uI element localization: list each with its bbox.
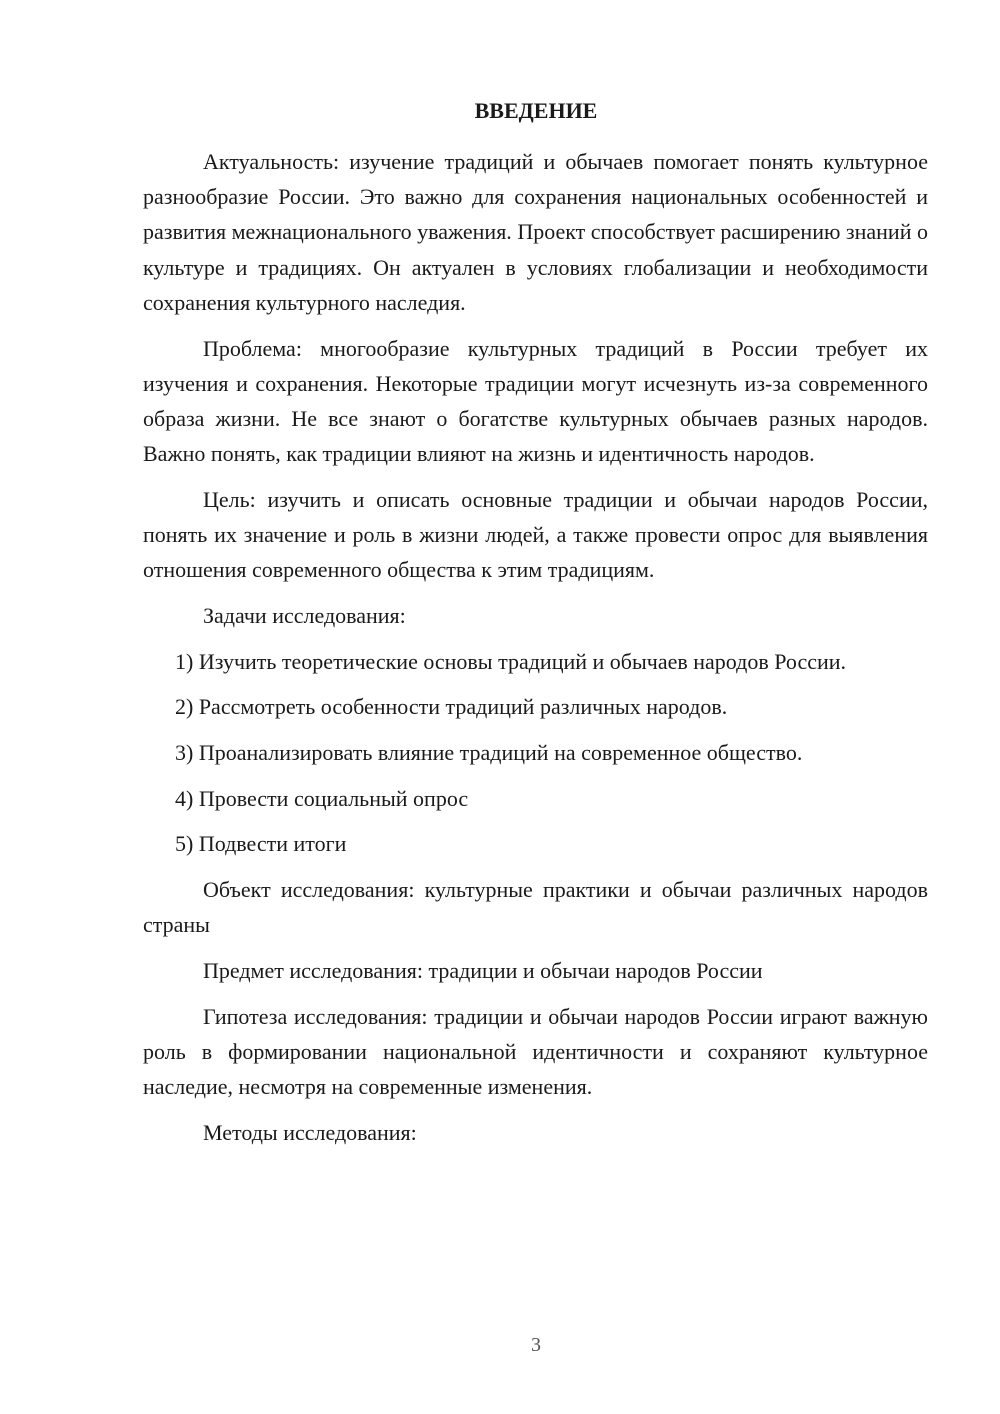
list-item-task-2: 2) Рассмотреть особенности традиций различных народов. (175, 694, 728, 720)
section-title: ВВЕДЕНИЕ (474, 98, 598, 123)
paragraph-subject: Предмет исследования: традиции и обычаи народов России (203, 958, 763, 984)
paragraph-tasks-heading: Задачи исследования: (203, 602, 406, 628)
list-item-task-3: 3) Проанализировать влияние традиций на современное общество. (175, 740, 803, 766)
list-item-task-4: 4) Провести социальный опрос (175, 785, 469, 811)
paragraph-problem: Проблема: многообразие культурных традиций в России требует их изучения и сохранения. Некоторые традиции могут исчезнуть из-за современного образа жизни. Не все знают о богатстве культурных обычаев разных народов. Важно понять, как традиции влияют на жизнь и идентичность народов. (143, 335, 928, 467)
list-item-task-1: 1) Изучить теоретические основы традиций и обычаев народов России. (175, 648, 847, 674)
paragraph-object: Объект исследования: культурные практики и обычаи различных народов страны (143, 877, 928, 938)
page-number: 3 (531, 1334, 541, 1356)
list-item-task-5: 5) Подвести итоги (175, 831, 347, 857)
paragraph-relevance: Актуальность: изучение традиций и обычаев помогает понять культурное разнообразие России. Это важно для сохранения национальных особенностей и развития межнационального уважения. Проект способствует расширению знаний о культуре и традициях. Он актуален в условиях глобализации и необходимости сохранения культурного наследия. (143, 149, 928, 315)
paragraph-goal: Цель: изучить и описать основные традиции и обычаи народов России, понять их значение и роль в жизни людей, а также провести опрос для выявления отношения современного общества к этим традициям. (143, 486, 928, 583)
paragraph-hypothesis: Гипотеза исследования: традиции и обычаи народов России играют важную роль в формировании национальной идентичности и сохраняют культурное наследие, несмотря на современные изменения. (143, 1003, 928, 1100)
document-body (143, 144, 928, 1161)
paragraph-methods: Методы исследования: (203, 1119, 417, 1145)
